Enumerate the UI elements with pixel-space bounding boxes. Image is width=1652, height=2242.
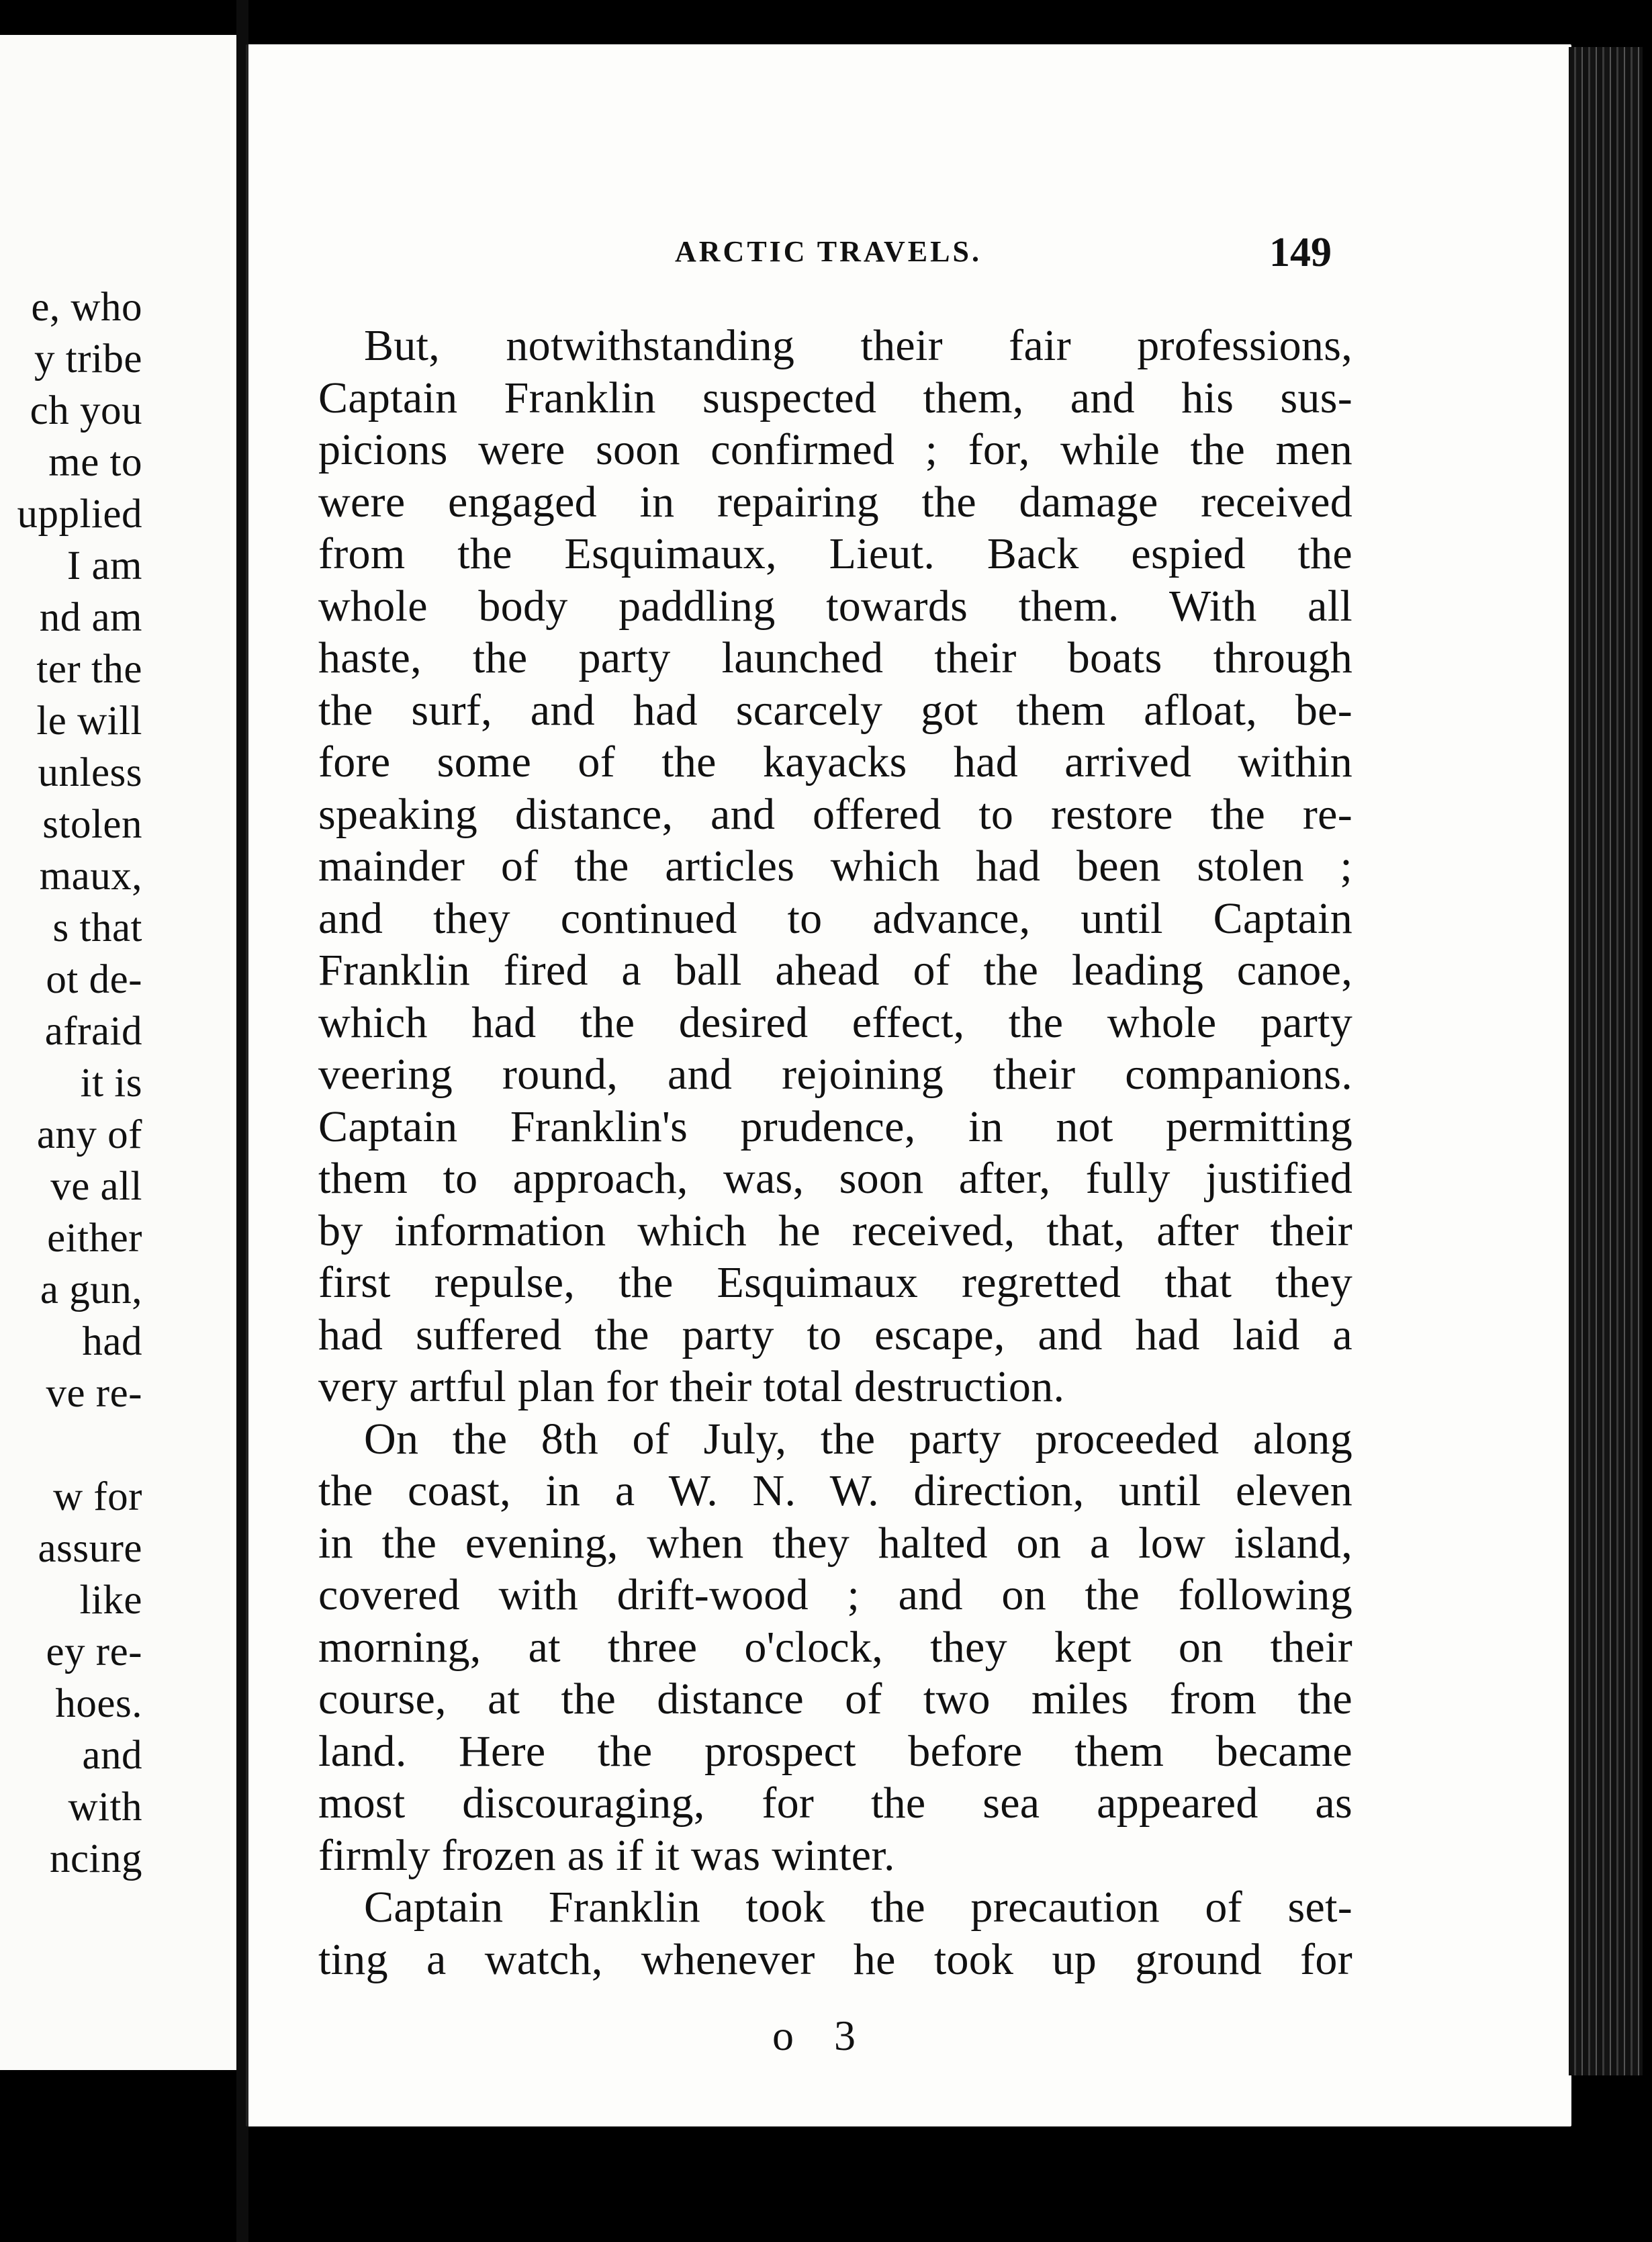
left-page-line: le will — [36, 699, 142, 744]
body-text — [318, 320, 1352, 1985]
text-line: the coast, in a W. N. W. direction, until eleven — [318, 1466, 1352, 1515]
left-page-line: either — [47, 1216, 142, 1261]
left-page-line: ey re- — [46, 1629, 142, 1674]
left-page-line: maux, — [39, 854, 142, 899]
text-line: Captain Franklin's prudence, in not permitting — [318, 1102, 1352, 1151]
text-line: them to approach, was, soon after, fully justified — [318, 1154, 1352, 1203]
left-page-line: ncing — [49, 1836, 142, 1881]
page-edges — [1569, 47, 1643, 2075]
text-line: haste, the party launched their boats through — [318, 633, 1352, 682]
running-head — [248, 230, 1571, 275]
text-line: veering round, and rejoining their companions. — [318, 1050, 1352, 1099]
left-page — [0, 35, 240, 2070]
left-page-line: and — [82, 1733, 142, 1778]
signature-mark: o 3 — [772, 2012, 870, 2059]
text-line: covered with drift-wood ; and on the following — [318, 1570, 1352, 1619]
text-line: Captain Franklin suspected them, and his sus- — [318, 373, 1352, 422]
left-page-line: like — [79, 1578, 142, 1623]
text-line: firmly frozen as if it was winter. — [318, 1830, 895, 1880]
left-page-line: it is — [80, 1061, 142, 1106]
left-page-line: with — [68, 1785, 142, 1830]
running-title: ARCTIC TRAVELS. — [675, 235, 982, 268]
text-line: Franklin fired a ball ahead of the leading canoe, — [318, 946, 1352, 995]
text-line: which had the desired effect, the whole party — [318, 997, 1352, 1047]
left-page-line: any of — [36, 1112, 142, 1157]
left-page-line: ch you — [30, 388, 142, 433]
text-line: speaking distance, and offered to restore the re- — [318, 789, 1352, 839]
text-line: But, notwithstanding their fair professions, — [364, 321, 1352, 370]
text-line: morning, at three o'clock, they kept on their — [318, 1622, 1352, 1672]
text-line: On the 8th of July, the party proceeded along — [364, 1414, 1352, 1464]
text-line: had suffered the party to escape, and had laid a — [318, 1310, 1352, 1359]
text-line: and they continued to advance, until Captain — [318, 893, 1352, 943]
text-line: first repulse, the Esquimaux regretted that they — [318, 1258, 1352, 1307]
text-line: were engaged in repairing the damage received — [318, 477, 1352, 527]
left-page-line: stolen — [42, 802, 142, 847]
left-page-line: e, who — [31, 285, 142, 330]
text-line: fore some of the kayacks had arrived within — [318, 737, 1352, 787]
text-line: whole body paddling towards them. With all — [318, 581, 1352, 631]
left-page-line: me to — [48, 440, 142, 485]
text-line: in the evening, when they halted on a low island, — [318, 1518, 1352, 1568]
left-page-line: ve re- — [46, 1371, 142, 1416]
text-line: ting a watch, whenever he took up ground for — [318, 1934, 1352, 1984]
left-page-line: upplied — [17, 492, 142, 537]
left-page-line: afraid — [44, 1009, 142, 1054]
left-page-line: a gun, — [40, 1267, 142, 1312]
page-number: 149 — [1269, 230, 1332, 275]
text-line: land. Here the prospect before them became — [318, 1726, 1352, 1776]
text-line: most discouraging, for the sea appeared as — [318, 1779, 1352, 1828]
left-page-line: I am — [66, 543, 142, 588]
left-page-line: nd am — [39, 595, 142, 640]
right-page — [246, 44, 1571, 2126]
text-line: Captain Franklin took the precaution of set- — [364, 1883, 1352, 1932]
text-line: very artful plan for their total destruction. — [318, 1362, 1065, 1411]
left-page-line: y tribe — [34, 337, 142, 382]
left-page-line: assure — [38, 1526, 142, 1571]
left-page-line: s that — [52, 905, 142, 950]
left-page-line: had — [82, 1319, 142, 1364]
left-page-line: ot de- — [46, 957, 142, 1002]
text-line: course, at the distance of two miles from the — [318, 1674, 1352, 1723]
text-line: picions were soon confirmed ; for, while the men — [318, 425, 1352, 474]
left-page-line: ve all — [50, 1164, 142, 1209]
left-page-line: w for — [53, 1474, 142, 1519]
left-page-line: ter the — [36, 647, 142, 692]
text-line: the surf, and had scarcely got them afloat, be- — [318, 685, 1352, 735]
left-page-line: unless — [38, 750, 142, 795]
text-line: mainder of the articles which had been stolen ; — [318, 842, 1352, 891]
text-line: from the Esquimaux, Lieut. Back espied the — [318, 529, 1352, 578]
left-page-line: hoes. — [55, 1681, 142, 1726]
text-line: by information which he received, that, after their — [318, 1206, 1352, 1255]
